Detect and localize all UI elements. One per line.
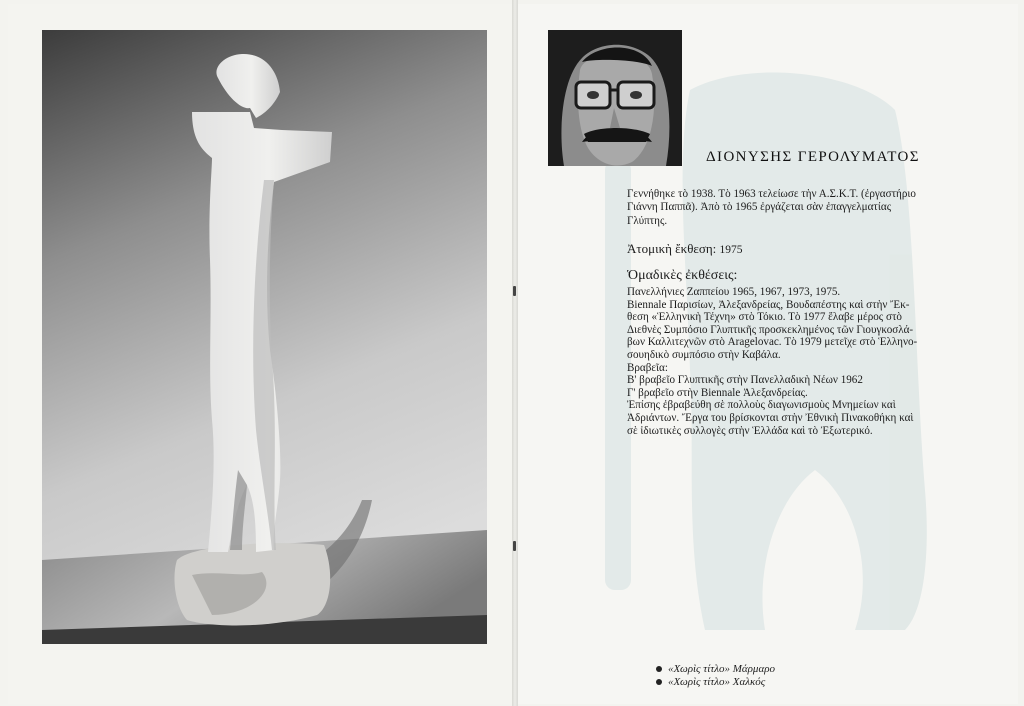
caption-title: «Χωρὶς τίτλο» bbox=[668, 663, 730, 675]
group-line: σὲ ἰδιωτικὲς συλλογὲς στὴν Ἑλλάδα καὶ τὸ Ἐξωτερικό. bbox=[627, 424, 873, 437]
bio-line: Γλύπτης. bbox=[627, 214, 668, 227]
group-line: Ἐπίσης ἐβραβεύθη σὲ πολλοὺς διαγωνισμοὺς Μνημείων καὶ bbox=[627, 399, 896, 412]
award-line: Γ' βραβεῖο στὴν Biennale Ἀλεξανδρείας. bbox=[627, 386, 808, 399]
solo-exhibition-year: 1975 bbox=[719, 244, 743, 256]
binding-stitch bbox=[513, 286, 516, 296]
group-line: σουηδικὸ συμπόσιο στὴν Καβάλα. bbox=[627, 348, 781, 361]
book-gutter bbox=[512, 0, 518, 706]
bio-line: Γεννήθηκε τὸ 1938. Τὸ 1963 τελείωσε τὴν Α.Σ.Κ.Τ. (ἐργαστήριο bbox=[627, 188, 916, 200]
award-line: Β' βραβεῖο Γλυπτικῆς στὴν Πανελλαδικὴ Νέων 1962 bbox=[627, 374, 863, 387]
solo-exhibition-label: Ἀτομικὴ ἔκθεση: bbox=[627, 241, 717, 256]
group-line: Διεθνὲς Συμπόσιο Γλυπτικῆς προσκεκλημένος τῶν Γιουγκοσλά- bbox=[627, 323, 914, 336]
group-line: Πανελλήνιες Ζαππείου 1965, 1967, 1973, 1975. bbox=[627, 286, 841, 298]
bio-line: Γιάννη Παππᾶ). Ἀπὸ τὸ 1965 ἐργάζεται σὰν ἐπαγγελματίας bbox=[627, 201, 892, 214]
solo-exhibition bbox=[627, 241, 743, 257]
group-line: Biennale Παρισίων, Ἀλεξανδρείας, Βουδαπέστης καὶ στὴν Ἔκ- bbox=[627, 298, 910, 311]
group-exhibitions-heading: Ὁμαδικὲς ἐκθέσεις: bbox=[627, 268, 738, 283]
show-through-text bbox=[200, 656, 400, 682]
caption-title: «Χωρὶς τίτλο» bbox=[668, 675, 730, 688]
group-line: Ἀδριάντων. Ἔργα του βρίσκονται στὴν Ἐθνικὴ Πινακοθήκη καὶ bbox=[627, 411, 914, 424]
caption-item bbox=[656, 663, 775, 676]
artist-name-heading: ΔΙΟΝΥΣΗΣ ΓΕΡΟΛΥΜΑΤΟΣ bbox=[706, 149, 920, 165]
group-exhibitions-list bbox=[627, 286, 999, 437]
group-line: βων Καλλιτεχνῶν στὸ Aragelovac. Τὸ 1979 μετεῖχε στὸ Ἑλληνο- bbox=[627, 336, 918, 349]
bullet-icon bbox=[656, 666, 662, 672]
binding-stitch bbox=[513, 541, 516, 551]
awards-label: Βραβεῖα: bbox=[627, 361, 668, 374]
caption-material: Χαλκός bbox=[732, 675, 766, 688]
sculpture-photo bbox=[42, 30, 487, 644]
bullet-icon bbox=[656, 679, 662, 685]
artwork-captions bbox=[656, 663, 775, 688]
caption-item bbox=[656, 676, 775, 689]
artist-biography bbox=[627, 188, 997, 228]
group-line: θεση «Ἑλληνικὴ Τέχνη» στὸ Τόκιο. Τὸ 1977 ἔλαβε μέρος στὸ bbox=[627, 311, 902, 324]
artist-portrait-photo bbox=[548, 30, 682, 166]
caption-material: Μάρμαρο bbox=[732, 663, 776, 675]
